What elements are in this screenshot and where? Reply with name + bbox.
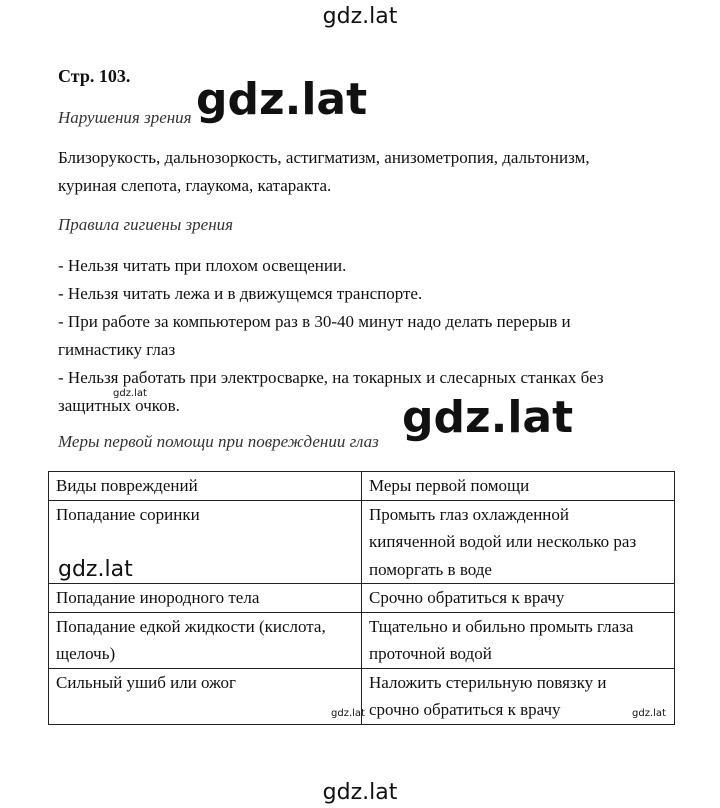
first-aid-table [48, 471, 675, 725]
rule-line: гимнастику глаз [58, 340, 176, 359]
watermark-bottom: gdz.lat [322, 780, 398, 805]
section-heading-vision-disorders: Нарушения зрения [58, 108, 192, 127]
column-header: Меры первой помощи [362, 472, 675, 501]
aid-cell [362, 612, 675, 668]
section-heading-hygiene: Правила гигиены зрения [58, 215, 234, 234]
rule-line: - Нельзя работать при электросварке, на токарных и слесарных станках без [58, 368, 604, 387]
cell-line: проточной водой [369, 644, 492, 663]
text-line: куриная слепота, глаукома, катаракта. [58, 176, 332, 195]
cell-line: Наложить стерильную повязку и [369, 672, 607, 692]
table-header-row [49, 472, 675, 501]
table-row [49, 612, 675, 668]
cell-line: срочно обратиться к врачу [369, 700, 561, 719]
watermark-small: gdz.lat [632, 708, 666, 719]
watermark-small: gdz.lat [331, 708, 365, 719]
rule-line: - Нельзя читать лежа и в движущемся транспорте. [58, 284, 423, 303]
damage-cell: Попадание инородного тела [49, 584, 362, 613]
hygiene-rules [58, 252, 678, 420]
watermark-large: gdz.lat [402, 392, 574, 443]
table-row [49, 668, 675, 724]
text-line: Близорукость, дальнозоркость, астигматизм, анизометропия, дальтонизм, [58, 148, 590, 167]
page-title: Стр. 103. [58, 66, 131, 86]
rule-line: защитных очков. [58, 396, 180, 415]
cell-line: Тщательно и обильно промыть глаза [369, 616, 634, 636]
cell-line: кипяченной водой или несколько раз [369, 532, 637, 551]
aid-cell [362, 668, 675, 724]
watermark-top: gdz.lat [322, 4, 398, 29]
watermark-large: gdz.lat [196, 74, 368, 125]
table-row [49, 500, 675, 584]
damage-cell [49, 612, 362, 668]
rule-line: - Нельзя читать при плохом освещении. [58, 256, 347, 275]
cell-line: поморгать в воде [369, 559, 492, 579]
table-row [49, 584, 675, 613]
watermark-medium: gdz.lat [58, 557, 133, 582]
rule-line: - При работе за компьютером раз в 30-40 минут надо делать перерыв и [58, 312, 571, 331]
cell-line: Промыть глаз охлажденной [369, 504, 570, 524]
cell-line: Срочно обратиться к врачу [369, 588, 565, 607]
damage-cell: Сильный ушиб или ожог [49, 668, 362, 724]
cell-line: щелочь) [56, 644, 116, 663]
watermark-small: gdz.lat [113, 388, 147, 399]
damage-cell: Попадание соринки [49, 500, 362, 584]
cell-line: Попадание едкой жидкости (кислота, [56, 616, 326, 636]
section-heading-first-aid: Меры первой помощи при повреждении глаз [58, 432, 379, 451]
aid-cell [362, 500, 675, 584]
aid-cell [362, 584, 675, 613]
column-header: Виды повреждений [49, 472, 362, 501]
vision-disorders-text [58, 144, 678, 200]
